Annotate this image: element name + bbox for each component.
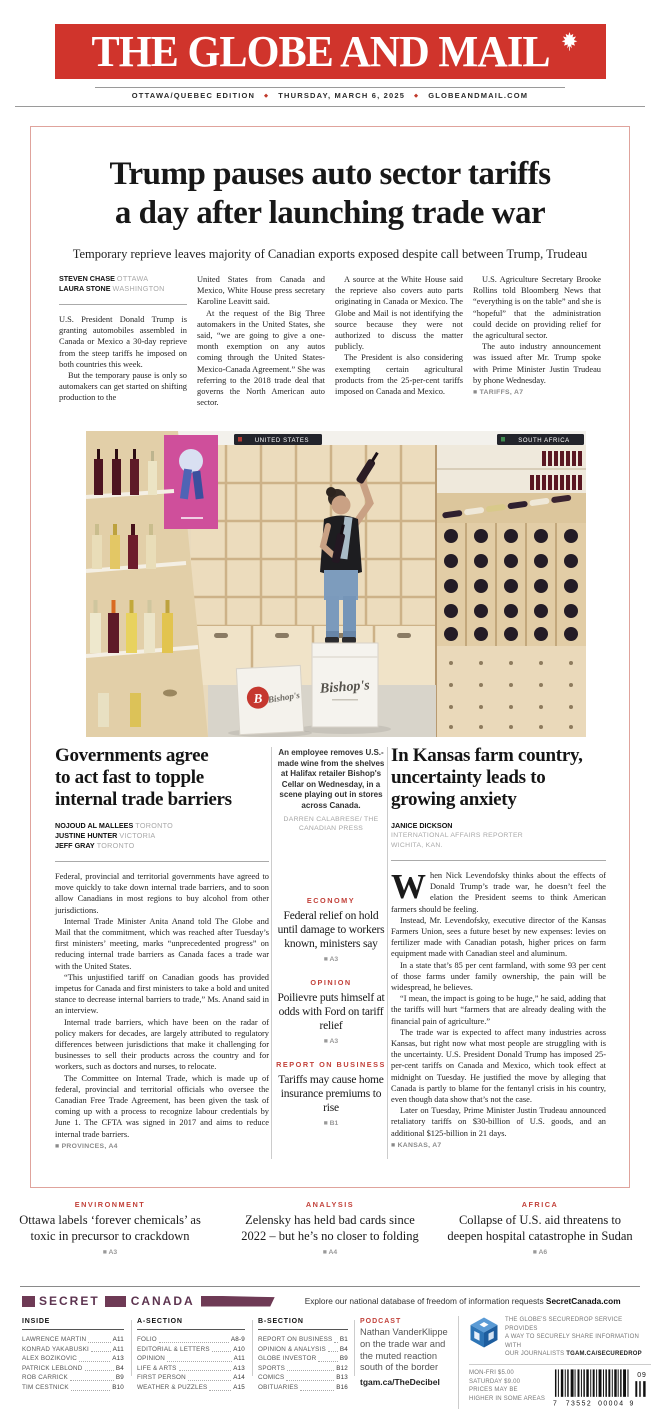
index-label: ALEX BOZIKOVIC bbox=[22, 1355, 77, 1363]
headline-line: growing anxiety bbox=[391, 789, 517, 810]
teaser-headline: Collapse of U.S. aid threatens to deepen hospital catastrophe in Sudan bbox=[447, 1213, 633, 1243]
paragraph: U.S. Agriculture Secretary Brooke Rollins told Bloomberg News that “everything is on the table” and she is “hopeful” that the administration could decide on providing relief for the agricultural sector. bbox=[473, 275, 601, 341]
edition-rule-bottom bbox=[15, 106, 645, 107]
index-label: REPORT ON BUSINESS bbox=[258, 1336, 333, 1343]
jump-reference: ■ PROVINCES, A4 bbox=[55, 1142, 118, 1150]
jump-reference: ■ KANSAS, A7 bbox=[391, 1141, 442, 1149]
website-label: GLOBEANDMAIL.COM bbox=[428, 91, 529, 100]
column-rule bbox=[271, 747, 272, 1159]
dotted-leader bbox=[287, 1370, 334, 1371]
teaser-page-ref: ■ A3 bbox=[102, 1249, 118, 1256]
securedrop-cube-icon bbox=[469, 1316, 499, 1349]
index-item bbox=[22, 1335, 124, 1345]
paragraph: The President is also considering exempting certain agricultural products from the 25-per-cent tariffs imposed on Canada and Mexico. bbox=[335, 353, 463, 397]
securedrop-panel bbox=[458, 1316, 651, 1409]
index-label: ROB CARRICK bbox=[22, 1374, 68, 1382]
teaser-headline: Tariffs may cause home insurance premiums to rise bbox=[278, 1074, 384, 1114]
lead-body-col4 bbox=[473, 274, 601, 386]
index-label: EDITORIAL & LETTERS bbox=[137, 1345, 210, 1353]
masthead-title: THE GLOBE AND MAIL bbox=[91, 27, 550, 76]
paragraph: Instead, Mr. Levendofsky, executive director of the Kansas Farmers Union, sees a future beset by new expenses: levies on fertilizer made with Canadian potash, higher prices on farm equipment made with Canadian steel and aluminum. bbox=[391, 915, 606, 959]
lead-article-columns bbox=[59, 274, 601, 408]
byline-role: INTERNATIONAL AFFAIRS REPORTER bbox=[391, 832, 523, 839]
redaction-bar-icon bbox=[22, 1296, 35, 1307]
teaser-kicker: ECONOMY bbox=[306, 896, 356, 905]
lead-body-col2 bbox=[197, 274, 325, 408]
sign-south-africa: SOUTH AFRICA bbox=[518, 438, 570, 444]
tagline-text: Explore our national database of freedom of information requests bbox=[304, 1296, 546, 1306]
dotted-leader bbox=[318, 1361, 338, 1362]
index-heading: A-SECTION bbox=[137, 1318, 245, 1330]
byline-name: LAURA STONE bbox=[59, 284, 111, 293]
teaser-kicker: REPORT ON BUSINESS bbox=[276, 1060, 386, 1069]
lead-headline-line2: a day after launching trade war bbox=[114, 195, 546, 231]
teaser-page-ref: ■ A4 bbox=[322, 1249, 338, 1256]
byline-location: WASHINGTON bbox=[112, 284, 165, 293]
secret-canada-banner bbox=[22, 1292, 638, 1310]
dotted-leader bbox=[334, 1342, 337, 1343]
lead-body-col3 bbox=[335, 274, 463, 397]
lead-column-3 bbox=[335, 274, 463, 408]
lead-body-col1 bbox=[59, 314, 187, 404]
dotted-leader bbox=[328, 1351, 338, 1352]
podcast-text: Nathan VanderKlippe on the trade war and the muted reaction south of the border bbox=[360, 1327, 448, 1373]
index-page: B13 bbox=[336, 1374, 348, 1382]
lead-photo-illustration bbox=[86, 431, 586, 737]
date-label: THURSDAY, MARCH 6, 2025 bbox=[278, 91, 406, 100]
paragraph: Later on Tuesday, Prime Minister Justin Trudeau announced retaliatory tariffs on $30-billion of U.S. goods, and an additional $125-billion in 21 days. bbox=[391, 1106, 606, 1138]
index-item bbox=[22, 1373, 124, 1383]
index-item bbox=[137, 1354, 245, 1364]
securedrop-text bbox=[505, 1316, 651, 1359]
index-item bbox=[137, 1373, 245, 1383]
byline-rule bbox=[391, 860, 606, 861]
index-label: FOLIO bbox=[137, 1336, 157, 1343]
main-content-box bbox=[30, 126, 630, 1188]
securedrop-line: OUR JOURNALISTS bbox=[505, 1351, 567, 1358]
bottom-teaser-environment bbox=[10, 1200, 210, 1256]
paragraph: At the request of the Big Three automakers in the United States, she said, “we are going to give a one-month exemption on any autos coming through the United States-Mexico-Canada Agreement.” She was referring to the 2018 trade deal that governs the North American auto sector. bbox=[197, 308, 325, 408]
index-item bbox=[22, 1364, 124, 1374]
index-item bbox=[258, 1354, 348, 1364]
box-brand-script: Bishop's bbox=[267, 689, 301, 705]
paragraph: The trade war is expected to affect many industries across Kansas, but right now what most people are struggling with is the uncertainty. U.S. President Donald Trump has imposed 25-per-cent tariffs on Canada and Mexico, which took effect at midnight on Tuesday. He justified the move by alleging that Canada is partly to blame for the fentanyl crisis in his country, even though data show that’s not the case. bbox=[391, 1027, 606, 1105]
index-a-section bbox=[137, 1318, 245, 1393]
index-item bbox=[258, 1345, 348, 1355]
footer-rule bbox=[20, 1286, 640, 1287]
index-item bbox=[258, 1383, 348, 1393]
article-body bbox=[391, 867, 606, 1139]
headline-line: In Kansas farm country, bbox=[391, 745, 583, 766]
index-label: LIFE & ARTS bbox=[137, 1364, 177, 1372]
byline-name: JUSTINE HUNTER bbox=[55, 831, 118, 840]
index-item bbox=[137, 1335, 245, 1345]
sign-united-states: UNITED STATES bbox=[254, 438, 310, 444]
photo-credit: DARREN CALABRESE/ THE CANADIAN PRESS bbox=[283, 815, 379, 832]
teaser-kicker: OPINION bbox=[310, 978, 352, 987]
byline-rule bbox=[59, 304, 187, 305]
index-page: A10 bbox=[233, 1345, 245, 1353]
price-line: PRICES MAY BE bbox=[469, 1387, 518, 1394]
index-page: B16 bbox=[336, 1383, 348, 1391]
dotted-leader bbox=[88, 1342, 110, 1343]
dotted-leader bbox=[212, 1351, 231, 1352]
index-item bbox=[22, 1345, 124, 1355]
paragraph: U.S. President Donald Trump is granting automobiles assembled in Canada or Mexico a 30-day reprieve from the steep tariffs he imposed on both countries this week. bbox=[59, 315, 187, 369]
lead-headline-line1: Trump pauses auto sector tariffs bbox=[109, 156, 551, 192]
jump-reference: ■ TARIFFS, A7 bbox=[473, 389, 524, 397]
index-label: OPINION bbox=[137, 1355, 165, 1363]
headline-line: to act fast to topple bbox=[55, 767, 204, 788]
index-b-section bbox=[258, 1318, 348, 1393]
index-page: B10 bbox=[112, 1383, 124, 1391]
barcode-digit-lead: 7 bbox=[553, 1400, 557, 1408]
price-line: HIGHER IN SOME AREAS bbox=[469, 1395, 546, 1402]
teaser-page-ref: ■ A3 bbox=[323, 1038, 339, 1045]
byline-location: TORONTO bbox=[135, 821, 174, 830]
teaser-economy bbox=[276, 896, 386, 963]
dotted-leader bbox=[209, 1390, 231, 1391]
barcode-check-digit: 9 bbox=[629, 1400, 634, 1408]
dotted-leader bbox=[159, 1342, 229, 1343]
price-line: SATURDAY $9.00 bbox=[469, 1378, 521, 1385]
diamond-separator-icon: ◆ bbox=[414, 93, 420, 99]
redaction-bar-icon bbox=[105, 1296, 126, 1307]
index-item bbox=[258, 1373, 348, 1383]
index-label: OBITUARIES bbox=[258, 1383, 299, 1391]
podcast-promo bbox=[360, 1318, 452, 1387]
barcode-addon: 09 bbox=[637, 1372, 647, 1380]
index-label: WEATHER & PUZZLES bbox=[137, 1383, 208, 1391]
index-page: A13 bbox=[112, 1355, 124, 1363]
index-page: B1 bbox=[339, 1336, 348, 1343]
byline-name: JANICE DICKSON bbox=[391, 821, 453, 830]
index-heading: INSIDE bbox=[22, 1318, 124, 1330]
price-info bbox=[469, 1369, 545, 1409]
dotted-leader bbox=[79, 1361, 110, 1362]
index-item bbox=[258, 1335, 348, 1345]
index-page: B4 bbox=[115, 1364, 124, 1372]
index-page: B4 bbox=[339, 1345, 348, 1353]
kansas-article bbox=[391, 745, 606, 1149]
index-divider bbox=[252, 1320, 253, 1376]
index-item bbox=[258, 1364, 348, 1374]
dotted-leader bbox=[167, 1361, 232, 1362]
index-page: A13 bbox=[233, 1364, 245, 1372]
secret-canada-word2: CANADA bbox=[130, 1294, 195, 1308]
paragraph: “I mean, the impact is going to be huge,” he said, adding that the tariffs will hurt “farmers that are already dealing with the financial pain of agriculture.” bbox=[391, 994, 606, 1026]
index-page: A11 bbox=[112, 1345, 124, 1353]
index-item bbox=[22, 1383, 124, 1393]
index-page: A15 bbox=[233, 1383, 245, 1391]
teaser-page-ref: ■ B1 bbox=[323, 1120, 339, 1127]
paragraph: Internal Trade Minister Anita Anand told The Globe and Mail that the commitment, which was reached after Tuesday’s first ministers’ meeting, marks “unprecedented progress” on reducing internal trade barriers as Canada faces a trade war with the United States. bbox=[55, 916, 269, 971]
paragraph: “This unjustified tariff on Canadian goods has provided impetus for Canada and first ministers to take a bold and united stance to decrease internal barriers to trade,” Ms. Anand said in an interview. bbox=[55, 972, 269, 1016]
index-page: B9 bbox=[339, 1355, 348, 1363]
index-label: KONRAD YAKABUSKI bbox=[22, 1345, 90, 1353]
index-page: A11 bbox=[112, 1336, 124, 1343]
index-label: COMICS bbox=[258, 1374, 285, 1382]
box-logo-letter: B bbox=[253, 690, 263, 706]
secret-canada-link[interactable]: SecretCanada.com bbox=[545, 1296, 621, 1306]
lead-column-1 bbox=[59, 274, 187, 408]
teaser-headline: Zelensky has held bad cards since 2022 – but he’s no closer to folding bbox=[241, 1213, 419, 1243]
teaser-kicker: ANALYSIS bbox=[305, 1200, 355, 1209]
securedrop-promo bbox=[469, 1316, 651, 1359]
index-item bbox=[137, 1364, 245, 1374]
paragraph: A source at the White House said the reprieve also covers auto parts originating in Canada or Mexico. The Globe and Mail is not identifying the source because they were not authorized to discuss the matter publicly. bbox=[335, 275, 463, 352]
article-byline bbox=[391, 821, 606, 850]
middle-column bbox=[276, 748, 386, 1127]
redaction-bar-icon bbox=[201, 1296, 275, 1307]
lead-byline bbox=[59, 274, 187, 294]
index-page: A14 bbox=[233, 1374, 245, 1382]
podcast-kicker: PODCAST bbox=[360, 1318, 402, 1325]
drop-cap: W bbox=[391, 867, 426, 906]
index-page: B12 bbox=[336, 1364, 348, 1372]
barcode-digits-left: 73552 bbox=[565, 1400, 593, 1408]
paragraph: Internal trade barriers, which have been on the radar of policy makers for decades, are largely attributed to regulatory differences between jurisdictions that make it challenging for businesses to sell their products across the country and for workers, such as doctors and nurses, to relocate. bbox=[55, 1017, 269, 1072]
paragraph: In a state that’s 85 per cent farmland, with some 93 per cent of those farms under family ownership, the pain will be widespread, he believes. bbox=[391, 960, 606, 993]
lead-column-4 bbox=[473, 274, 601, 408]
lead-column-2 bbox=[197, 274, 325, 408]
lead-deck: Temporary reprieve leaves majority of Canadian exports exposed despite call between Trump, Trudeau bbox=[72, 247, 588, 261]
edition-line bbox=[0, 91, 660, 100]
securedrop-line: A WAY TO SECURELY SHARE INFORMATION WITH bbox=[505, 1334, 640, 1349]
byline-name: NOJOUD AL MALLEES bbox=[55, 821, 134, 830]
index-page: A8-9 bbox=[230, 1336, 245, 1343]
podcast-link[interactable]: tgam.ca/TheDecibel bbox=[360, 1377, 440, 1388]
teaser-opinion bbox=[276, 978, 386, 1045]
dotted-leader bbox=[300, 1390, 334, 1391]
secret-canada-word1: SECRET bbox=[39, 1294, 100, 1308]
dotted-leader bbox=[91, 1351, 111, 1352]
paragraph: The auto industry announcement was issued after Mr. Trump spoke with Prime Minister Justin Trudeau by phone Wednesday. bbox=[473, 342, 601, 385]
edition-label: OTTAWA/QUEBEC EDITION bbox=[131, 91, 256, 100]
column-rule bbox=[387, 747, 388, 1159]
byline-name: STEVEN CHASE bbox=[59, 274, 115, 283]
box-brand-script: Bishop's bbox=[319, 678, 371, 697]
bottom-teaser-africa bbox=[440, 1200, 640, 1256]
edition-rule-top bbox=[95, 87, 565, 88]
teaser-headline: Federal relief on hold until damage to workers known, ministers say bbox=[277, 910, 385, 950]
teaser-page-ref: ■ A3 bbox=[323, 956, 339, 963]
paragraph: Federal, provincial and territorial governments have agreed to move quickly to take down internal trade barriers, and to soon allow Canadians in most regions to buy alcohol from other jurisdictions. bbox=[55, 872, 269, 915]
index-page: A11 bbox=[233, 1355, 245, 1363]
headline-line: uncertainty leads to bbox=[391, 767, 546, 788]
lead-headline bbox=[31, 155, 629, 233]
internal-trade-article bbox=[55, 745, 269, 1150]
index-label: OPINION & ANALYSIS bbox=[258, 1345, 326, 1353]
teaser-kicker: ENVIRONMENT bbox=[74, 1200, 146, 1209]
byline-rule bbox=[55, 861, 269, 862]
index-label: TIM CESTNICK bbox=[22, 1383, 69, 1391]
photo-caption: An employee removes U.S.-made wine from the shelves at Halifax retailer Bishop's Cellar on Wednesday, in a scene playing out in stores across Canada. bbox=[277, 748, 385, 810]
diamond-separator-icon: ◆ bbox=[264, 93, 270, 99]
index-item bbox=[137, 1345, 245, 1355]
index-inside bbox=[22, 1318, 124, 1393]
paragraph: The Committee on Internal Trade, which is made up of federal, provincial and territorial officials who oversee the Canadian Free Trade Agreement, has been given the task of coming up with a process to recognize labour credentials by June 1. The CFTA was signed in 2017 and aims to reduce internal trade barriers. bbox=[55, 1073, 269, 1139]
bishops-box-floor bbox=[236, 665, 303, 734]
price-line: MON-FRI $5.00 bbox=[469, 1369, 514, 1376]
bishops-box-stand bbox=[312, 643, 378, 727]
index-item bbox=[22, 1354, 124, 1364]
article-body bbox=[55, 871, 269, 1140]
maple-leaf-icon bbox=[560, 31, 579, 52]
byline-name: JEFF GRAY bbox=[55, 841, 95, 850]
paragraph: United States from Canada and Mexico, White House press secretary Karoline Leavitt said. bbox=[197, 275, 325, 307]
article-byline bbox=[55, 821, 269, 851]
index-label: FIRST PERSON bbox=[137, 1374, 186, 1382]
secret-canada-logo bbox=[22, 1294, 275, 1308]
teaser-report-on-business bbox=[276, 1060, 386, 1127]
index-label: GLOBE INVESTOR bbox=[258, 1355, 317, 1363]
index-label: PATRICK LEBLOND bbox=[22, 1364, 83, 1372]
lead-photo bbox=[86, 431, 586, 737]
securedrop-link[interactable]: TGAM.CA/SECUREDROP bbox=[566, 1351, 642, 1358]
index-divider bbox=[354, 1320, 355, 1376]
article-headline bbox=[55, 745, 269, 811]
securedrop-line: THE GLOBE'S SECUREDROP SERVICE PROVIDES bbox=[505, 1317, 623, 1332]
price-and-barcode bbox=[469, 1364, 651, 1409]
teaser-page-ref: ■ A6 bbox=[532, 1249, 548, 1256]
index-label: LAWRENCE MARTIN bbox=[22, 1336, 87, 1343]
teaser-headline: Ottawa labels ‘forever chemicals’ as toxic in precursor to crackdown bbox=[19, 1213, 201, 1243]
dotted-leader bbox=[70, 1380, 114, 1381]
byline-location: OTTAWA bbox=[116, 274, 149, 283]
index-item bbox=[137, 1383, 245, 1393]
dotted-leader bbox=[71, 1390, 110, 1391]
teaser-kicker: AFRICA bbox=[521, 1200, 559, 1209]
headline-line: Governments agree bbox=[55, 745, 209, 766]
secret-canada-tagline bbox=[305, 1296, 621, 1306]
dotted-leader bbox=[286, 1380, 334, 1381]
masthead bbox=[55, 24, 606, 79]
index-page: B9 bbox=[115, 1374, 124, 1382]
dotted-leader bbox=[85, 1370, 114, 1371]
dotted-leader bbox=[179, 1370, 232, 1371]
headline-line: internal trade barriers bbox=[55, 789, 232, 810]
dotted-leader bbox=[188, 1380, 231, 1381]
bottom-teaser-analysis bbox=[235, 1200, 425, 1256]
paragraph: hen Nick Levendofsky thinks about the effects of Donald Trump’s trade war, he doesn’t feel the elation the President seems to think American farmers should be feeling. bbox=[391, 871, 606, 914]
paragraph: But the temporary pause is only so automakers can get started on shifting production to the bbox=[59, 371, 187, 403]
index-heading: B-SECTION bbox=[258, 1318, 348, 1330]
byline-location: TORONTO bbox=[96, 841, 135, 850]
index-label: SPORTS bbox=[258, 1364, 285, 1372]
barcode bbox=[553, 1369, 651, 1409]
byline-location: VICTORIA bbox=[119, 831, 156, 840]
byline-location: WICHITA, KAN. bbox=[391, 841, 443, 849]
teaser-headline: Poilievre puts himself at odds with Ford on tariff relief bbox=[277, 992, 385, 1032]
index-divider bbox=[131, 1320, 132, 1376]
barcode-digits-right: 00004 bbox=[598, 1400, 625, 1408]
article-headline bbox=[391, 745, 606, 811]
